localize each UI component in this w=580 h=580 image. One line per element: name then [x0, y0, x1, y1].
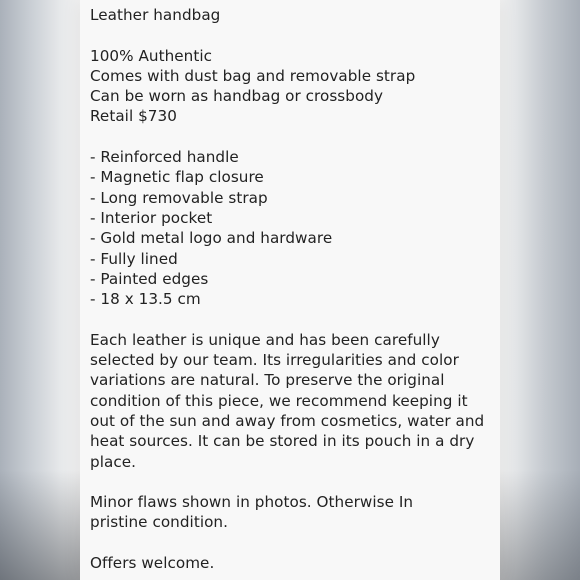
- care-line: out of the sun and away from cosmetics, water and: [90, 411, 485, 430]
- feature-item: - Fully lined: [90, 249, 178, 268]
- feature-item: - Painted edges: [90, 269, 209, 288]
- listing-title: Leather handbag: [90, 6, 221, 24]
- summary-line: 100% Authentic: [90, 46, 213, 65]
- feature-item: - Long removable strap: [90, 188, 268, 207]
- listing-description: [90, 5, 490, 573]
- spacer: [90, 127, 490, 147]
- spacer: [90, 309, 490, 329]
- feature-item: - Gold metal logo and hardware: [90, 229, 333, 248]
- care-paragraph: [90, 330, 490, 472]
- background-edge-right: [500, 470, 580, 580]
- care-line: heat sources. It can be stored in its pouch in a dry: [90, 432, 475, 451]
- closing-note: Offers welcome.: [90, 554, 215, 573]
- summary-line: Comes with dust bag and removable strap: [90, 66, 416, 85]
- retail-price: Retail $730: [90, 107, 177, 126]
- feature-item: - 18 x 13.5 cm: [90, 290, 201, 309]
- care-line: variations are natural. To preserve the original: [90, 371, 445, 390]
- feature-item: - Interior pocket: [90, 208, 213, 227]
- care-line: condition of this piece, we recommend keeping it: [90, 391, 468, 410]
- summary-block: [90, 46, 490, 127]
- feature-item: - Magnetic flap closure: [90, 168, 264, 187]
- summary-line: Can be worn as handbag or crossbody: [90, 87, 384, 106]
- spacer: [90, 25, 490, 45]
- condition-line: pristine condition.: [90, 513, 228, 532]
- care-line: selected by our team. Its irregularities and color: [90, 351, 459, 370]
- condition-note: [90, 492, 490, 533]
- care-line: place.: [90, 452, 136, 471]
- care-line: Each leather is unique and has been carefully: [90, 330, 440, 349]
- condition-line: Minor flaws shown in photos. Otherwise In: [90, 493, 414, 512]
- features-list: [90, 147, 490, 309]
- spacer: [90, 533, 490, 553]
- background-edge-left: [0, 470, 80, 580]
- feature-item: - Reinforced handle: [90, 148, 239, 167]
- spacer: [90, 472, 490, 492]
